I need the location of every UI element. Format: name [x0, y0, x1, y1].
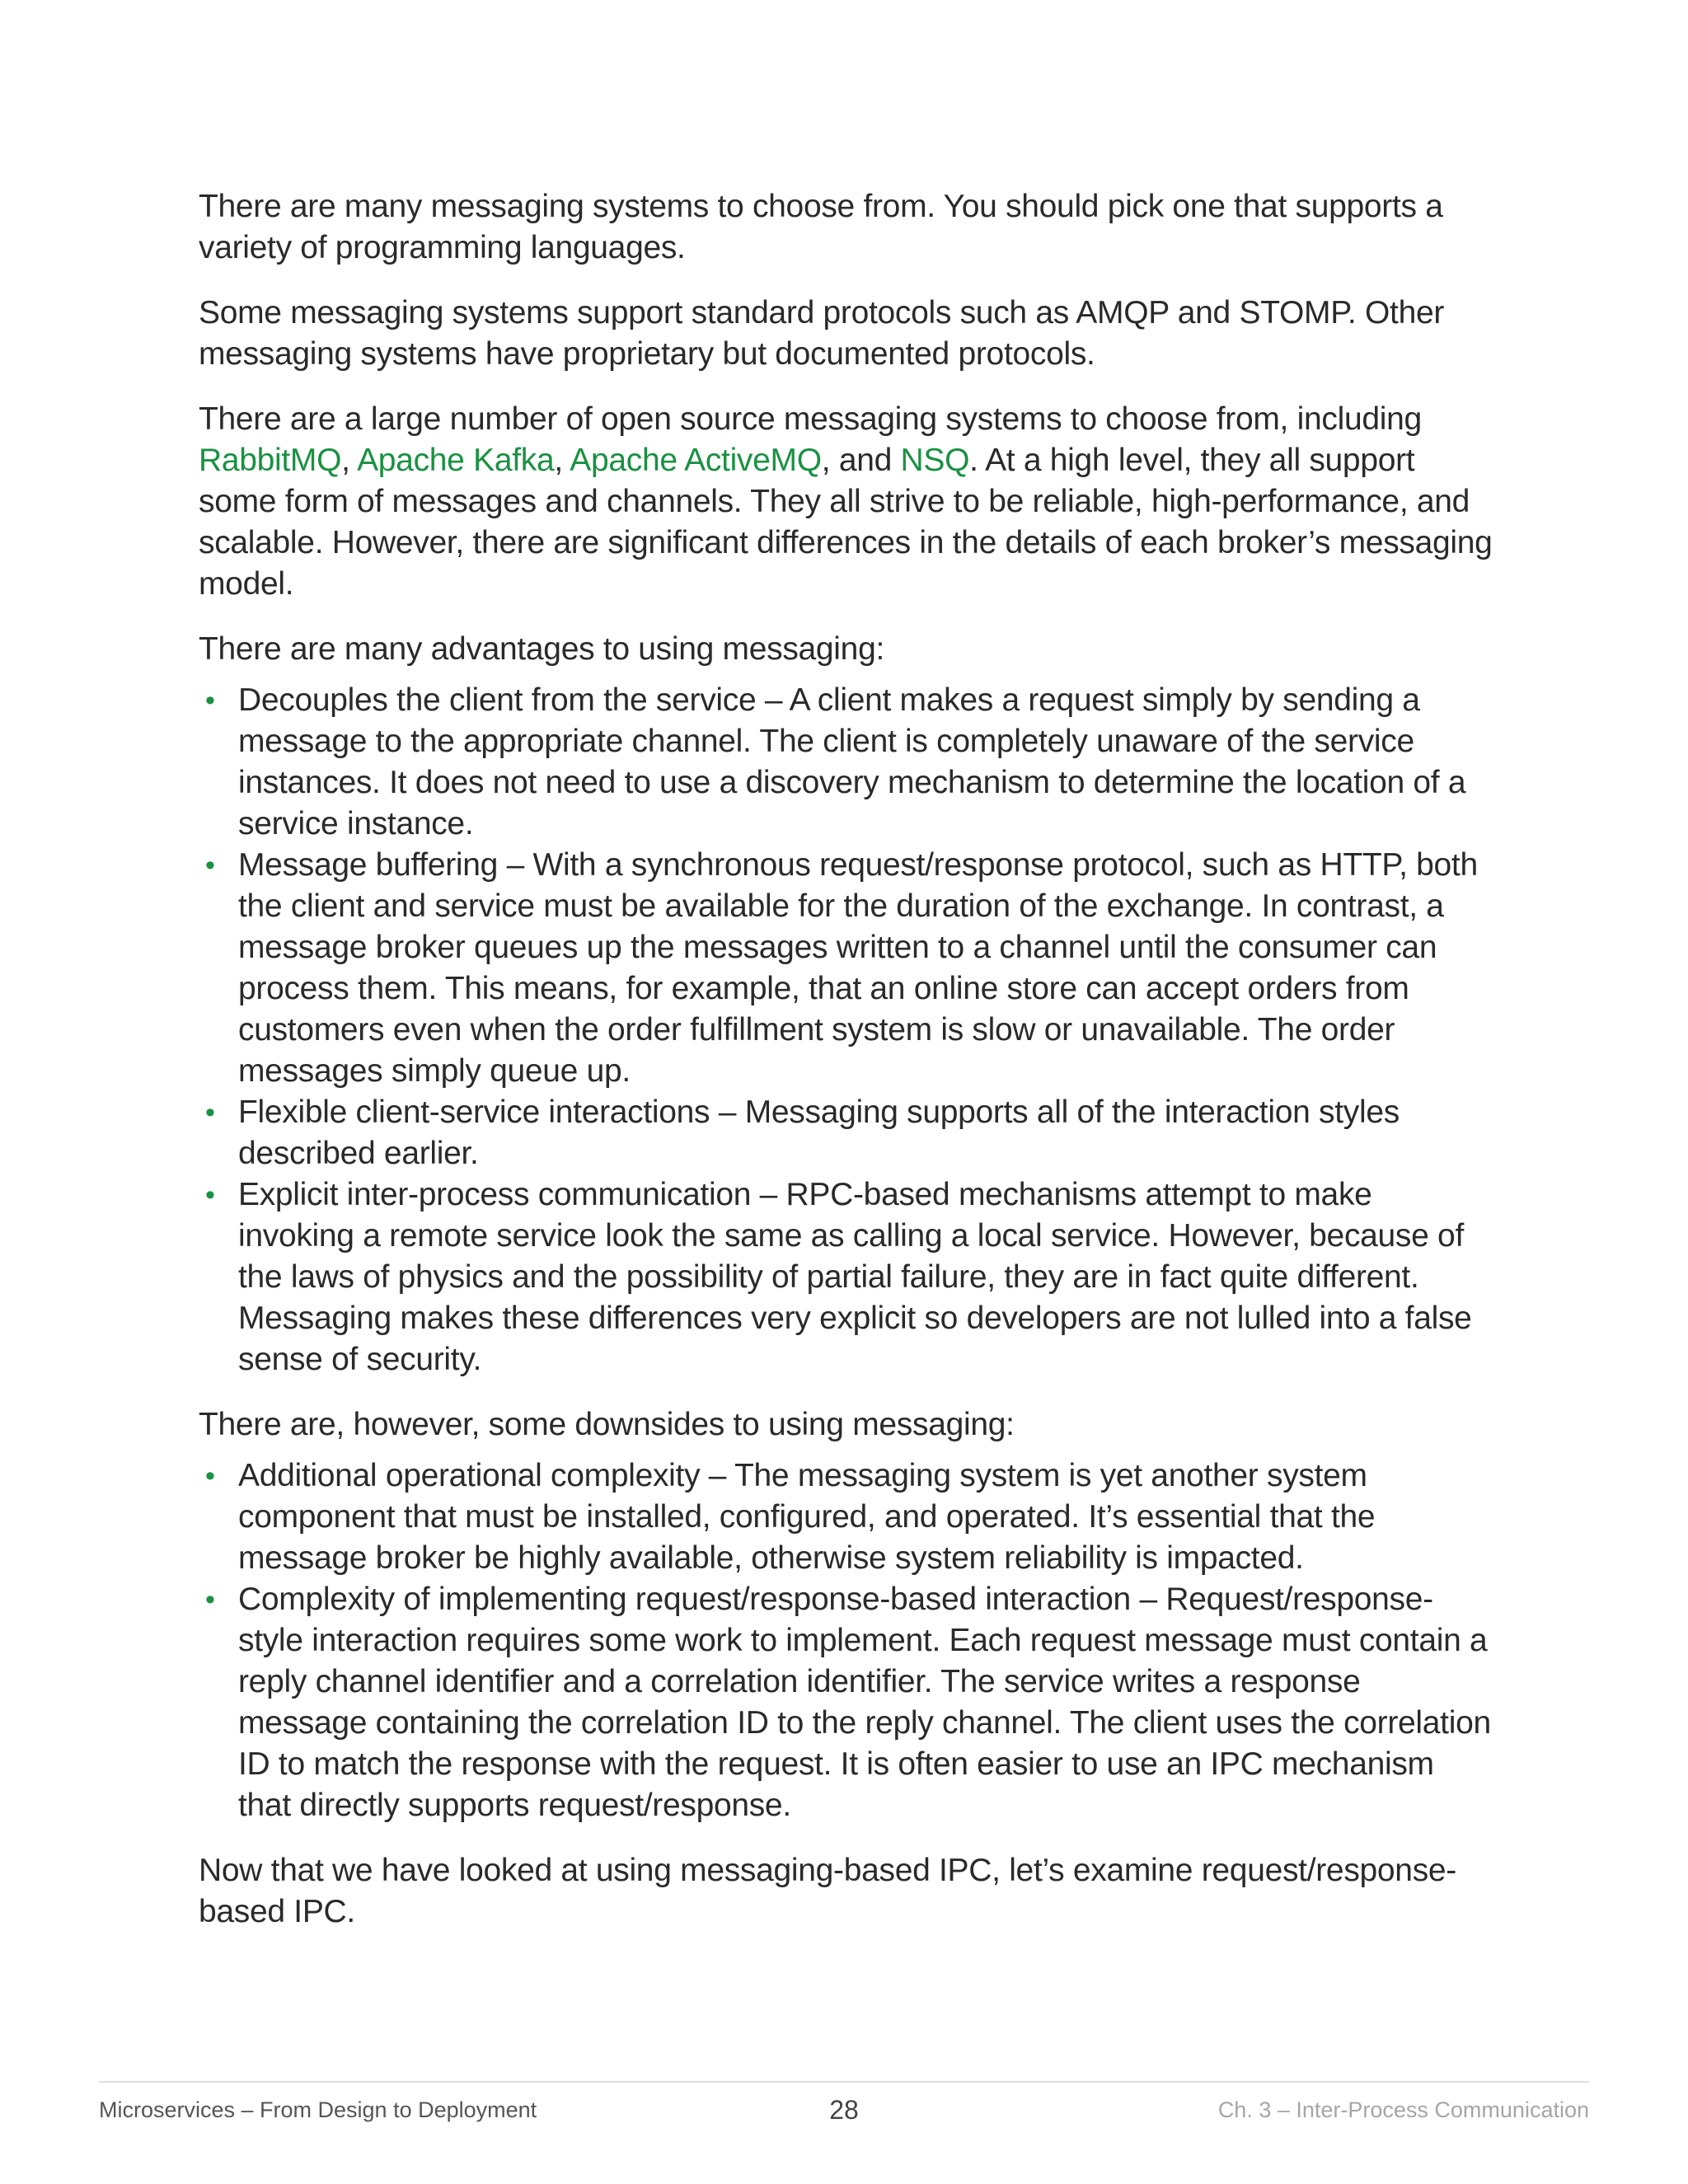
footer-divider: [99, 2081, 1589, 2083]
document-body: [199, 186, 1493, 1957]
link-rabbitmq[interactable]: RabbitMQ: [199, 443, 342, 478]
paragraph-messaging-choice: There are many messaging systems to choose from. You should pick one that supports a variety of programming languages.: [199, 189, 1443, 265]
list-item-text: Additional operational complexity – The messaging system is yet another system component that must be installed, configured, and operated. It’s essential that the message broker be highly available, otherwise system reliability is impacted.: [238, 1458, 1376, 1576]
bullet-icon: •: [205, 1584, 215, 1615]
bullet-icon: •: [205, 1460, 215, 1492]
bullet-icon: •: [205, 850, 215, 881]
paragraph-downsides-intro: There are, however, some downsides to using messaging:: [199, 1407, 1015, 1442]
page-number: 28: [829, 2095, 859, 2125]
footer-chapter-title: Ch. 3 – Inter-Process Communication: [1217, 2097, 1589, 2122]
paragraph-protocols: Some messaging systems support standard protocols such as AMQP and STOMP. Other messaging systems have proprietary but documented protocols.: [199, 295, 1445, 372]
list-item-text: Decouples the client from the service – A client makes a request simply by sending a message to the appropriate channel. The client is completely unaware of the service instances. It does not need to use a discovery mechanism to determine the location of a service instance.: [238, 682, 1466, 841]
bullet-icon: •: [205, 1097, 215, 1128]
paragraph-open-source-intro: There are a large number of open source messaging systems to choose from, including: [199, 401, 1422, 437]
downsides-list: [199, 1455, 1493, 1826]
link-apache-kafka[interactable]: Apache Kafka: [357, 443, 555, 478]
list-item-text: Flexible client-service interactions – Messaging supports all of the interaction styles described earlier.: [238, 1094, 1400, 1171]
list-item-text: Message buffering – With a synchronous request/response protocol, such as HTTP, both the client and service must be available for the duration of the exchange. In contrast, a message broker queues up the messages written to a channel until the consumer can process them. This means, for example, that an online store can accept orders from customers even when the order fulfillment system is slow or unavailable. The order messages simply queue up.: [238, 847, 1478, 1089]
list-item: [199, 1174, 1493, 1380]
footer-book-title: Microservices – From Design to Deployment: [99, 2097, 537, 2122]
list-item-text: Explicit inter-process communication – RPC-based mechanisms attempt to make invoking a remote service look the same as calling a local service. However, because of the laws of physics and the possibility of partial failure, they are in fact quite different. Messaging makes these differences very explicit so developers are not lulled into a false sense of security.: [238, 1177, 1472, 1377]
separator-comma-2: ,: [554, 443, 570, 478]
advantages-list: [199, 680, 1493, 1380]
bullet-icon: •: [205, 685, 215, 716]
paragraph-open-source-rest: . At a high level, they all support some form of messages and channels. They all strive to be reliable, high-performance, and scalable. However, there are significant differences in the details of each broker’s messaging model.: [199, 443, 1493, 602]
list-item: [199, 1579, 1493, 1826]
list-item-text: Complexity of implementing request/response-based interaction – Request/response-style interaction requires some work to implement. Each request message must contain a reply channel identifier and a correlation identifier. The service writes a response message containing the correlation ID to the reply channel. The client uses the correlation ID to match the response with the request. It is often easier to use an IPC mechanism that directly supports request/response.: [238, 1582, 1491, 1823]
separator-and: , and: [821, 443, 901, 478]
paragraph-open-source-systems: [199, 399, 1493, 605]
list-item: [199, 680, 1493, 845]
list-item: [199, 1455, 1493, 1579]
paragraph-conclusion: Now that we have looked at using messaging-based IPC, let’s examine request/response-based IPC.: [199, 1853, 1456, 1929]
link-nsq[interactable]: NSQ: [900, 443, 970, 478]
list-item: [199, 1092, 1493, 1174]
bullet-icon: •: [205, 1179, 215, 1211]
link-apache-activemq[interactable]: Apache ActiveMQ: [570, 443, 822, 478]
list-item: [199, 845, 1493, 1092]
separator-comma-1: ,: [341, 443, 358, 478]
paragraph-advantages-intro: There are many advantages to using messaging:: [199, 631, 884, 667]
